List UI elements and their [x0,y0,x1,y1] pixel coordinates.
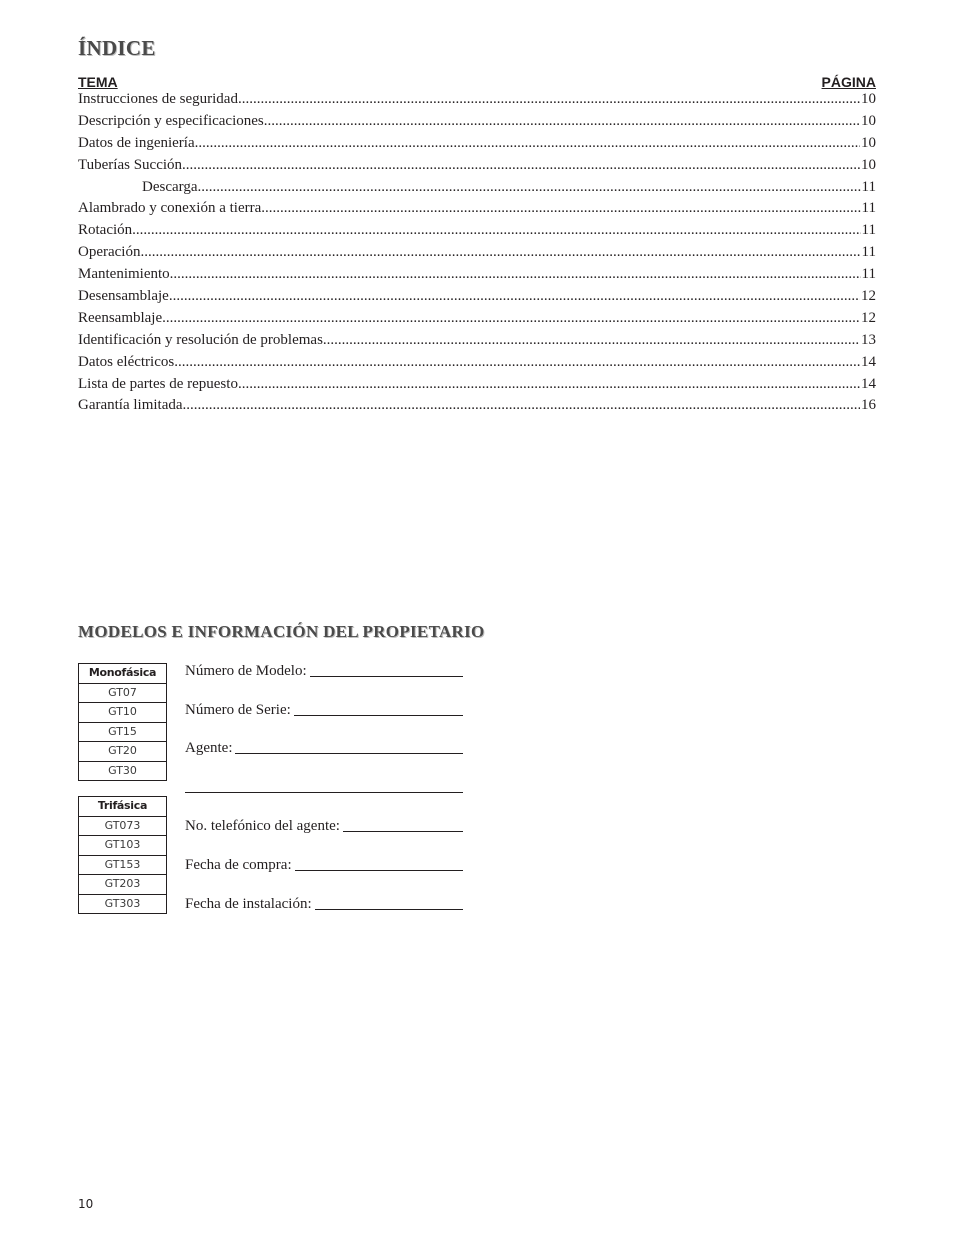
toc-entry-leader [323,332,860,349]
model-cell: GT10 [79,703,167,723]
toc-entry [78,376,876,398]
toc-entry [78,288,876,310]
toc-entry-label: Reensamblaje [78,309,163,326]
model-number-label: Número de Modelo: [185,663,307,679]
toc-entry-page: 11 [861,244,876,261]
dealer-line[interactable] [235,753,463,754]
toc-entry-page: 10 [861,134,876,151]
table-row [79,855,167,875]
toc-entry-label: Descarga [142,178,198,195]
toc-entry-leader [170,266,861,283]
toc-entry-leader [162,310,860,327]
toc-entry-label: Identificación y resolución de problemas [78,331,323,348]
toc-entry-page: 11 [861,178,876,195]
toc-entry-page: 10 [861,156,876,173]
toc-entry-page: 11 [861,222,876,239]
toc-entry-label: Alambrado y conexión a tierra [78,200,262,217]
toc-entry-page: 11 [861,266,876,283]
toc-entry [78,244,876,266]
table-row [79,722,167,742]
toc-entry-page: 12 [861,309,876,326]
table-row [79,816,167,836]
toc-entry-label: Datos de ingeniería [78,134,195,151]
install-date-field[interactable] [185,893,463,913]
toc-entry [78,113,876,135]
toc-entry-leader [174,354,860,371]
toc-entry-page: 12 [861,288,876,305]
model-cell: GT153 [79,855,167,875]
table-row [79,761,167,781]
toc-entry [78,200,876,222]
dealer-label: Agente: [185,740,233,756]
model-cell: GT303 [79,894,167,914]
install-date-label: Fecha de instalación: [185,896,312,912]
toc-list [78,91,876,419]
model-cell: GT30 [79,761,167,781]
dealer-field[interactable] [185,737,463,757]
toc-entry-leader [132,222,860,239]
toc-entry [78,179,876,201]
dealer-phone-label: No. telefónico del agente: [185,818,340,834]
purchase-date-line[interactable] [295,870,463,871]
model-cell: GT103 [79,836,167,856]
toc-entry-page: 10 [861,112,876,129]
toc-entry-leader [264,113,860,130]
toc-entry [78,157,876,179]
purchase-date-label: Fecha de compra: [185,857,292,873]
toc-entry-label: Lista de partes de repuesto [78,375,238,392]
table-row [79,683,167,703]
toc-title: ÍNDICE [78,36,156,60]
toc-entry-leader [140,244,860,261]
toc-entry-page: 14 [861,375,876,392]
toc-entry-label: Instrucciones de seguridad [78,91,238,107]
toc-header-topic: TEMA [78,74,118,90]
page-number: 10 [78,1197,94,1211]
toc-entry-label: Tuberías Succión [78,156,183,173]
table-row [79,836,167,856]
three-phase-models-table [78,796,167,914]
serial-number-line[interactable] [294,715,463,716]
table-row [79,703,167,723]
toc-entry-leader [261,200,860,217]
model-cell: GT073 [79,816,167,836]
purchase-date-field[interactable] [185,854,463,874]
toc-entry-page: 14 [861,353,876,370]
toc-entry-label: Datos eléctricos [78,353,175,370]
toc-entry [78,222,876,244]
table-row [79,875,167,895]
toc-entry-page: 16 [861,397,876,414]
toc-entry [78,135,876,157]
toc-entry-page: 11 [861,200,876,217]
dealer-phone-field[interactable] [185,815,463,835]
toc-entry-leader [238,376,860,393]
toc-entry-leader [169,288,860,305]
toc-entry-leader [198,179,861,196]
toc-entry-leader [182,157,860,174]
toc-entry-page: 13 [861,331,876,348]
model-number-line[interactable] [310,676,463,677]
toc-entry-leader [183,397,860,414]
three-phase-header: Trifásica [79,797,167,817]
model-number-field[interactable] [185,660,463,680]
toc-entry-label: Desensamblaje [78,288,169,305]
serial-number-label: Número de Serie: [185,702,291,718]
dealer-phone-line[interactable] [343,831,463,832]
toc-header-page: PÁGINA [821,74,876,90]
toc-entry [78,310,876,332]
toc-entry-label: Garantía limitada [78,397,183,414]
toc-entry-label: Descripción y especificaciones [78,112,264,129]
model-cell: GT20 [79,742,167,762]
toc-entry [78,354,876,376]
serial-number-field[interactable] [185,699,463,719]
toc-entry-leader [195,135,860,152]
install-date-line[interactable] [315,909,463,910]
model-cell: GT203 [79,875,167,895]
toc-entry-leader [238,91,860,108]
dealer-second-line[interactable] [185,792,463,793]
toc-entry-label: Mantenimiento [78,266,170,283]
toc-entry-label: Rotación [78,222,133,239]
toc-entry [78,266,876,288]
toc-header [78,74,876,92]
toc-entry-label: Operación [78,244,141,261]
toc-entry [78,91,876,113]
single-phase-header: Monofásica [79,664,167,684]
toc-entry [78,332,876,354]
single-phase-models-table [78,663,167,781]
toc-entry-page: 10 [861,91,876,107]
owner-info-title: MODELOS E INFORMACIÓN DEL PROPIETARIO [78,622,485,641]
model-cell: GT07 [79,683,167,703]
toc-entry [78,397,876,419]
model-cell: GT15 [79,722,167,742]
table-row [79,742,167,762]
table-row [79,894,167,914]
